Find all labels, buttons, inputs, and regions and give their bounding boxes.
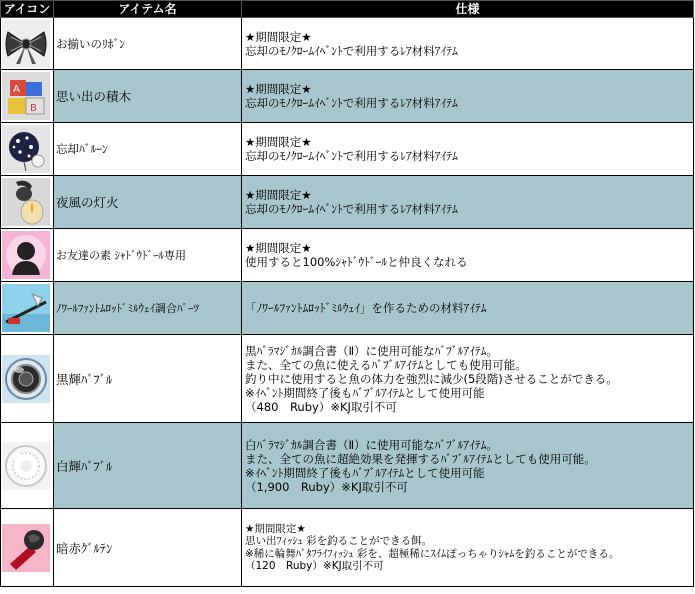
spec-line: ※ｲﾍﾞﾝﾄ期間終了後もﾊﾞﾌﾞﾙｱｲﾃﾑとして使用可能: [245, 385, 485, 400]
ribbon-icon: [2, 20, 50, 68]
icon-column-header: アイコン: [1, 1, 54, 18]
item-name: ﾉﾜｰﾙﾌｧﾝﾄﾑﾛｯﾄﾞﾐﾙｳｪｲ調合ﾊﾟｰﾂ: [54, 282, 242, 335]
building-blocks-icon: [2, 72, 50, 120]
svg-text:A: A: [13, 84, 20, 95]
spec-line: ★期間限定★: [245, 188, 312, 202]
item-name: 暗赤ｸﾞﾙﾃﾝ: [54, 509, 242, 587]
spec-line: ※稀に輪舞ﾊﾞﾀﾌﾗｲﾌｨｯｼｭ 彩を、超極稀にｽｲﾑぽっちゃりｼｬﾑを釣ることができる。: [245, 547, 620, 560]
item-spec: [242, 123, 694, 176]
icon-cell: [1, 70, 54, 123]
table-row: [1, 229, 694, 282]
table-row: [1, 123, 694, 176]
item-name: 思い出の積木: [54, 70, 242, 123]
spec-line: ※ｲﾍﾞﾝﾄ期間終了後もﾊﾞﾌﾞﾙｱｲﾃﾑとして使用可能: [245, 465, 485, 480]
svg-text:B: B: [30, 103, 37, 114]
spec-line: 忘却のﾓﾉｸﾛｰﾑｲﾍﾞﾝﾄで利用するﾚｱ材料ｱｲﾃﾑ: [245, 149, 458, 163]
item-spec: [242, 423, 694, 509]
table-row: [1, 335, 694, 423]
balloon-icon: [2, 125, 50, 173]
icon-cell: [1, 18, 54, 70]
table-row: [1, 18, 694, 70]
icon-cell: [1, 123, 54, 176]
spec-line: 忘却のﾓﾉｸﾛｰﾑｲﾍﾞﾝﾄで利用するﾚｱ材料ｱｲﾃﾑ: [245, 96, 458, 110]
spec-line: また、全ての魚に超絶効果を発揮するﾊﾞﾌﾞﾙｱｲﾃﾑとしても使用可能。: [245, 451, 596, 466]
table-header-row: [1, 1, 694, 18]
icon-cell: [1, 282, 54, 335]
fishing-rod-parts-icon: [2, 284, 50, 332]
dark-red-gluten-icon: [2, 524, 50, 572]
spec-line: ★期間限定★: [245, 135, 312, 149]
spec-line: 釣り中に使用すると魚の体力を強烈に減少(5段階)させることができる。: [245, 371, 618, 386]
item-name: 黒輝ﾊﾞﾌﾞﾙ: [54, 335, 242, 423]
icon-cell: [1, 229, 54, 282]
table-row: [1, 423, 694, 509]
spec-line: （1,900 Ruby）※KJ取引不可: [245, 479, 408, 494]
white-bubble-icon: [2, 442, 50, 490]
icon-cell: [1, 176, 54, 229]
lantern-icon: [2, 178, 50, 226]
item-name: 夜風の灯火: [54, 176, 242, 229]
spec-line: 忘却のﾓﾉｸﾛｰﾑｲﾍﾞﾝﾄで利用するﾚｱ材料ｱｲﾃﾑ: [245, 43, 458, 58]
item-spec: [242, 176, 694, 229]
table-row: [1, 70, 694, 123]
table-row: [1, 509, 694, 587]
item-name: お友達の素 ｼｬﾄﾞｳﾄﾞｰﾙ専用: [54, 229, 242, 282]
icon-cell: [1, 423, 54, 509]
item-spec: [242, 335, 694, 423]
item-name: お揃いのﾘﾎﾞﾝ: [54, 18, 242, 70]
spec-line: 使用すると100%ｼｬﾄﾞｳﾄﾞｰﾙと仲良くなれる: [245, 255, 468, 269]
table-row: [1, 176, 694, 229]
item-spec: [242, 509, 694, 587]
spec-line: 思い出ﾌｨｯｼｭ 彩を釣ることができる餌。: [245, 535, 433, 547]
name-column-header: アイテム名: [54, 1, 242, 18]
spec-line: また、全ての魚に使えるﾊﾞﾌﾞﾙｱｲﾃﾑとしても使用可能。: [245, 357, 527, 372]
spec-line: 白ﾊﾞﾗﾏｼﾞｶﾙ調合書（Ⅱ）に使用可能なﾊﾞﾌﾞﾙｱｲﾃﾑ。: [245, 437, 498, 452]
item-spec: [242, 282, 694, 335]
item-name: 白輝ﾊﾞﾌﾞﾙ: [54, 423, 242, 509]
spec-line: 忘却のﾓﾉｸﾛｰﾑｲﾍﾞﾝﾄで利用するﾚｱ材料ｱｲﾃﾑ: [245, 202, 458, 216]
black-bubble-icon: [2, 355, 50, 403]
silhouette-doll-icon: [2, 231, 50, 279]
item-spec: [242, 18, 694, 70]
item-spec: [242, 70, 694, 123]
spec-line: 「ﾉﾜｰﾙﾌｧﾝﾄﾑﾛｯﾄﾞﾐﾙｳｪｲ」を作るための材料ｱｲﾃﾑ: [245, 301, 487, 315]
spec-line: ★期間限定★: [245, 522, 306, 535]
spec-line: ★期間限定★: [245, 241, 312, 255]
spec-line: ★期間限定★: [245, 82, 312, 96]
item-name: 忘却ﾊﾞﾙｰﾝ: [54, 123, 242, 176]
spec-line: （120 Ruby）※KJ取引不可: [245, 560, 384, 572]
item-spec: [242, 229, 694, 282]
icon-cell: [1, 335, 54, 423]
spec-line: 黒ﾊﾞﾗﾏｼﾞｶﾙ調合書（Ⅱ）に使用可能なﾊﾞﾌﾞﾙｱｲﾃﾑ。: [245, 343, 498, 358]
spec-column-header: 仕様: [242, 1, 694, 18]
spec-line: ★期間限定★: [245, 29, 312, 44]
table-row: [1, 282, 694, 335]
icon-cell: [1, 509, 54, 587]
spec-line: （480 Ruby）※KJ取引不可: [245, 399, 397, 414]
